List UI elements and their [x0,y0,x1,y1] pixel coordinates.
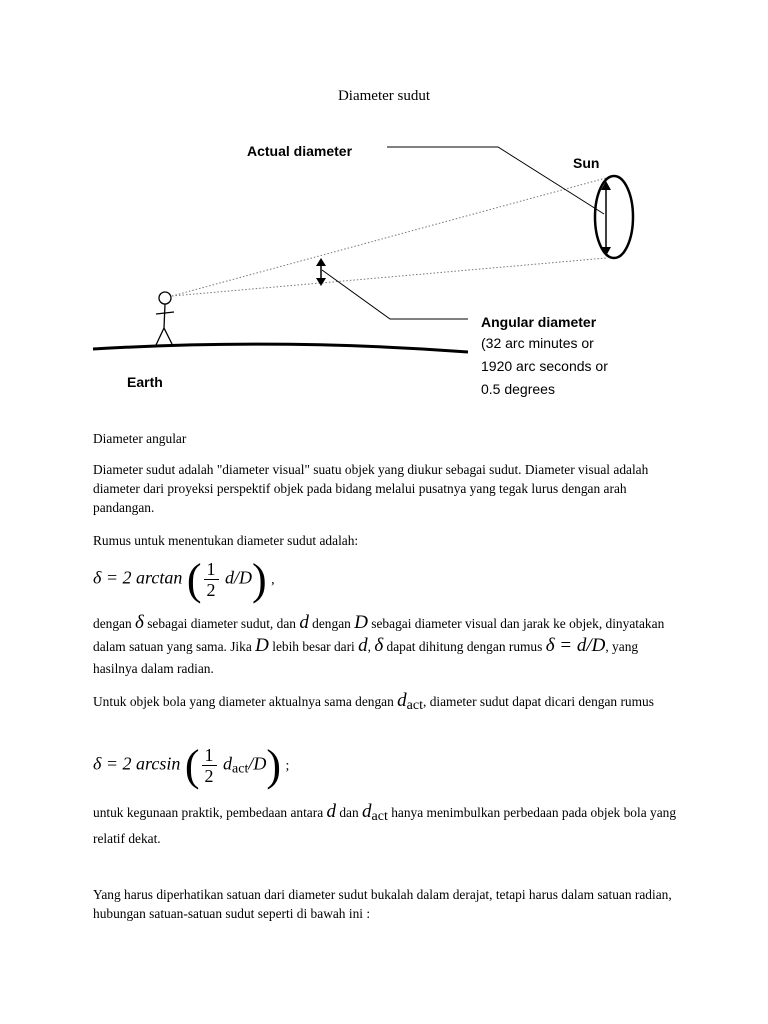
formula-arctan: δ = 2 arctan ( $\frac{1}{2}$ d/D) , [93,555,275,604]
p3-d: d [299,612,309,633]
sun-label: Sun [573,155,600,171]
p3-eq: δ = d/D [545,635,606,656]
formula2-den: 2 [204,766,214,786]
p3-t6: , [367,639,375,654]
p3-delta: δ [135,612,144,633]
page-title: Diameter sudut [337,88,431,104]
formula2-rest: /D [248,753,267,774]
p4-dact: d [397,690,407,711]
p4-act: act [406,698,423,713]
formula2-act: act [232,761,249,777]
angular-diameter-label: Angular diameter [481,314,597,330]
paragraph-practical [93,801,683,850]
paragraph-definition: Diameter sudut adalah "diameter visual" suatu objek yang diukur sebagai sudut. Diameter visual adalah diameter dari proyeksi perspektif objek pada bidang melalui pusatnya yang tegak lurus dengan arah pandangan. [93,462,649,515]
p4-t2: , diameter sudut dapat dicari dengan rumus [423,694,654,709]
p5-t1: untuk kegunaan praktik, pembedaan antara [93,805,327,820]
actual-diameter-label: Actual diameter [247,143,353,159]
section-heading: Diameter angular [93,431,187,446]
paragraph-variables [93,612,683,680]
formula2-num: 1 [202,745,217,766]
actual-diameter-leader [387,147,604,214]
formula1-rest: d/D [225,567,252,588]
p5-act: act [371,809,388,824]
formula2-tail: ; [285,758,290,774]
sun-ellipse [595,176,633,258]
p3-t8: , yang hasilnya dalam radian. [93,639,639,676]
formula2-d: d [223,753,233,774]
angular-diameter-leader [322,270,468,319]
paragraph-sphere [93,690,683,717]
p3-d2: d [358,635,368,656]
p3-D2: D [255,635,269,656]
paragraph-formula-intro: Rumus untuk menentukan diameter sudut adalah: [93,533,359,548]
sight-line-top [172,178,606,296]
paragraph-units: Yang harus diperhatikan satuan dari diameter sudut bukalah dalam derajat, tetapi harus dalam satuan radian, hubungan satuan-satuan sudut seperti di bawah ini : [93,887,672,921]
p3-t3: dengan [308,616,355,631]
p5-t2: dan [336,805,363,820]
earth-label: Earth [127,374,163,390]
p5-dact: d [362,801,372,822]
angular-diameter-line2: 1920 arc seconds or [481,358,608,374]
formula1-den: 2 [206,580,216,600]
p5-d: d [326,801,336,822]
formula1-tail: , [271,572,275,588]
angular-diameter-diagram [0,0,768,420]
angular-diameter-line1: (32 arc minutes or [481,335,594,351]
sight-line-bottom [172,258,606,296]
formula-arcsin: δ = 2 arcsin ( $\frac{1}{2}$ $d_{act}/D$) ; [93,741,290,790]
angular-diameter-line3: 0.5 degrees [481,381,555,397]
p3-t7: dapat dihitung dengan rumus [383,639,546,654]
formula2-lhs: δ = 2 arcsin [93,753,181,774]
p3-t4: sebagai diameter visual dan jarak ke objek, dinyatakan dalam satuan yang sama. Jika [93,616,665,654]
p3-D: D [354,612,368,633]
p4-t1: Untuk objek bola yang diameter aktualnya sama dengan [93,694,398,709]
earth-surface [93,344,468,352]
formula1-num: 1 [204,559,219,580]
p3-t2: sebagai diameter sudut, dan [143,616,300,631]
p3-delta2: δ [374,635,384,656]
formula1-lhs: δ = 2 arctan [93,567,183,588]
observer-figure [156,292,174,345]
p3-t1: dengan [93,616,136,631]
p3-t5: lebih besar dari [268,639,359,654]
p5-t3: hanya menimbulkan perbedaan pada objek bola yang relatif dekat. [93,805,677,846]
